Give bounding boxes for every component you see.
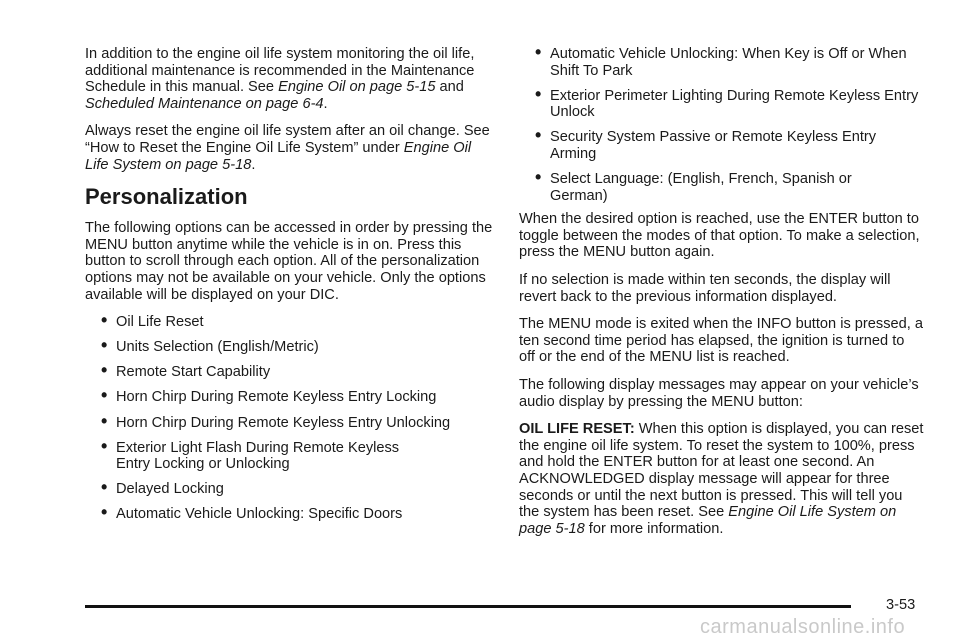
options-list — [85, 314, 495, 523]
reset-paragraph: Always reset the engine oil life system after an oil change. See “How to Reset the Engine Oil Life System” under Engine Oil Life System on page 5-18. — [85, 123, 490, 173]
oil-life-reset-paragraph: OIL LIFE RESET: When this option is displayed, you can reset the engine oil life system. To reset the system to 100%, press and hold the ENTER button for at least one second. An ACKNOWLEDGED display message will appear for three seconds or until the next button is pressed. This will tell you the system has been reset. See Engine Oil Life System on page 5-18 for more information. — [519, 421, 924, 537]
link-engine-oil-life-system-2[interactable]: Engine Oil Life System on page 5-18 — [519, 504, 897, 537]
list-item: • Oil Life Reset — [85, 314, 495, 331]
messages-paragraph: The following display messages may appear on your vehicle’s audio display by pressing the MENU button: — [519, 377, 919, 410]
list-item: • Security System Passive or Remote Keyless Entry Arming — [519, 129, 924, 162]
oil-life-reset-label: OIL LIFE RESET: — [519, 421, 635, 438]
page-number: 3-53 — [886, 597, 916, 613]
link-scheduled-maintenance[interactable]: Scheduled Maintenance on page 6-4 — [85, 95, 324, 112]
list-item: • Units Selection (English/Metric) — [85, 339, 495, 356]
list-item: • Horn Chirp During Remote Keyless Entry Locking — [85, 389, 495, 406]
list-item: • Exterior Light Flash During Remote Keyless Entry Locking or Unlocking — [85, 440, 495, 473]
list-item: • Automatic Vehicle Unlocking: When Key is Off or When Shift To Park — [519, 46, 924, 79]
timeout-paragraph: If no selection is made within ten seconds, the display will revert back to the previous information displayed. — [519, 272, 891, 305]
footer-rule — [85, 605, 851, 608]
watermark: carmanualsonline.info — [700, 616, 906, 638]
left-column — [85, 46, 495, 534]
list-item: • Delayed Locking — [85, 481, 495, 498]
link-engine-oil-life-system[interactable]: Engine Oil Life System on page 5-18 — [85, 139, 472, 173]
list-item: • Automatic Vehicle Unlocking: Specific Doors — [85, 506, 495, 523]
enter-paragraph: When the desired option is reached, use the ENTER button to toggle between the modes of that option. To make a selection, press the MENU button again. — [519, 211, 920, 261]
list-item: • Exterior Perimeter Lighting During Remote Keyless Entry Unlock — [519, 88, 924, 121]
link-engine-oil[interactable]: Engine Oil on page 5-15 — [278, 79, 436, 96]
list-item: • Remote Start Capability — [85, 364, 495, 381]
list-item: • Horn Chirp During Remote Keyless Entry Unlocking — [85, 415, 495, 432]
list-item: • Select Language: (English, French, Spanish or German) — [519, 171, 924, 204]
options-list-continued — [519, 46, 924, 204]
personalization-paragraph: The following options can be accessed in order by pressing the MENU button anytime while the vehicle is in on. Press this button to scroll through each option. All of the personalization options may not be available on your vehicle. Only the options available will be displayed on your DIC. — [85, 220, 493, 303]
right-column — [519, 46, 924, 548]
section-heading: Personalization — [85, 184, 248, 210]
intro-paragraph: In addition to the engine oil life system monitoring the oil life, additional maintenance is recommended in the Maintenance Schedule in this manual. See Engine Oil on page 5-15 and Scheduled Maintenance on page 6-4. — [85, 46, 475, 112]
menu-exit-paragraph: The MENU mode is exited when the INFO button is pressed, a ten second time period has elapsed, the ignition is turned to off or the end of the MENU list is reached. — [519, 316, 923, 366]
